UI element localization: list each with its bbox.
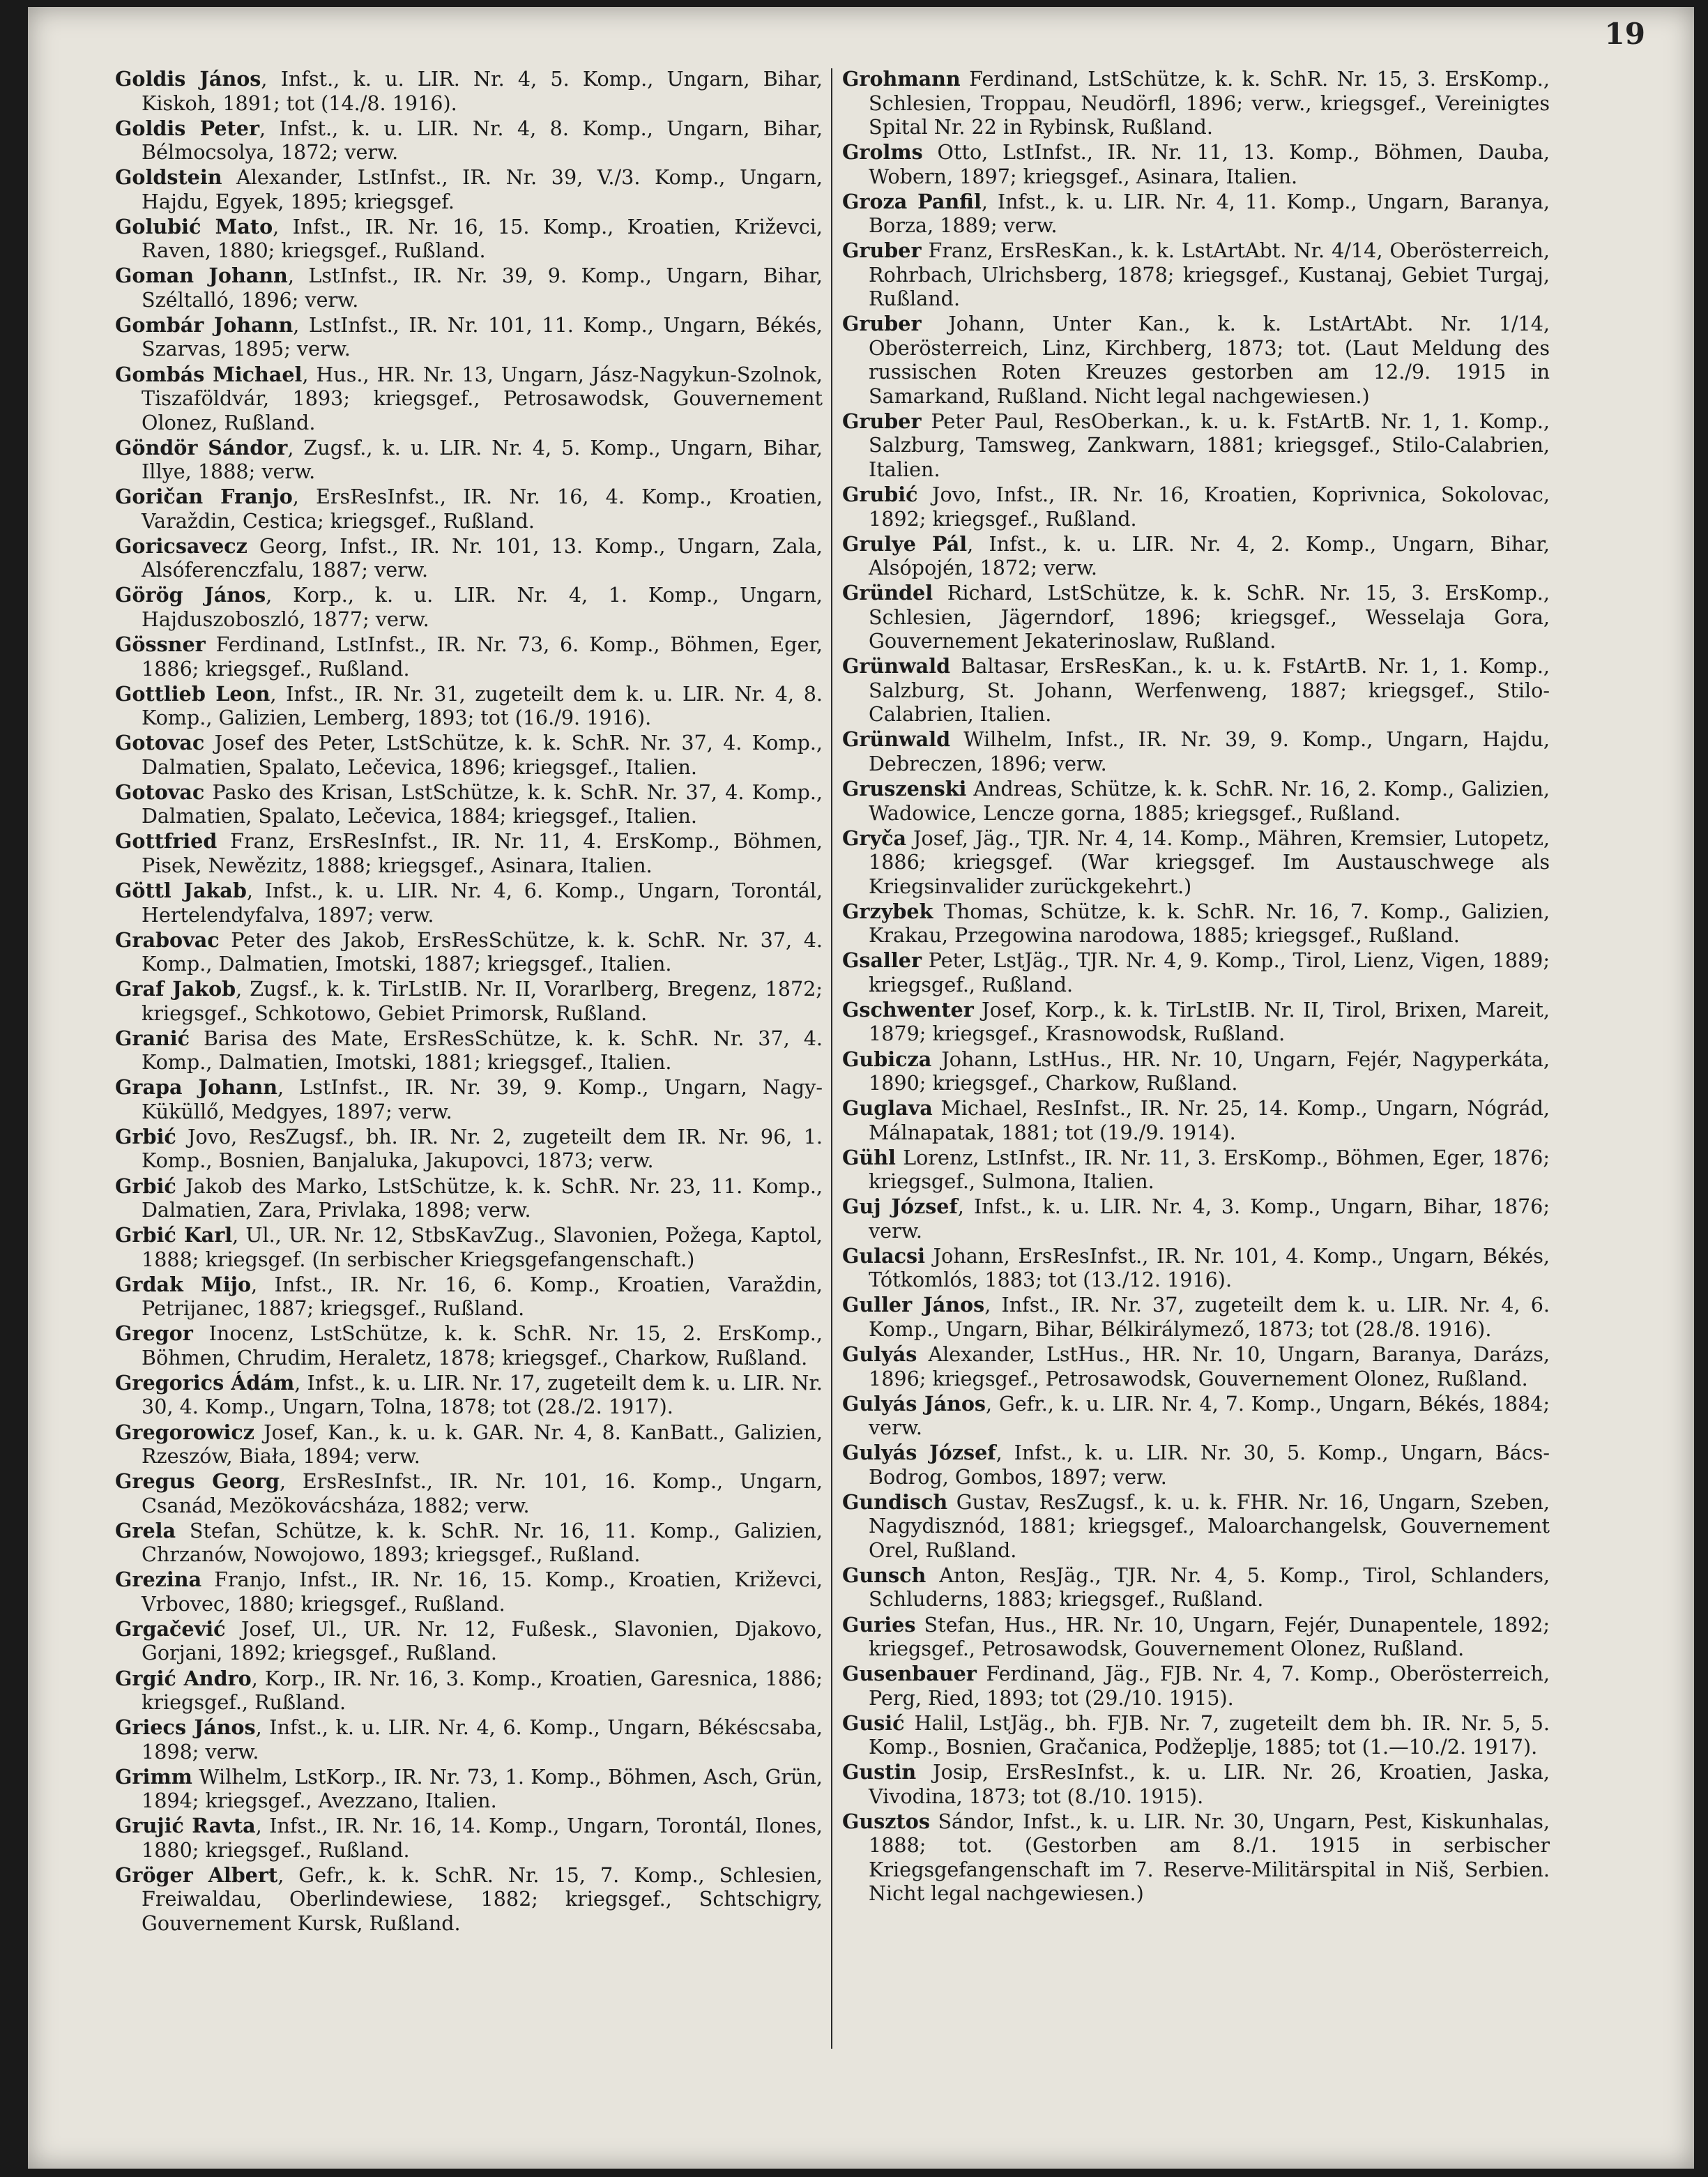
entry-details: , Gefr., k. k. SchR. Nr. 15, 7. Komp., Schlesien, Freiwaldau, Oberlindewiese, 1882; kriegsgef., Schtschigry, Gouvernement Kursk, Rußland. [142,1863,823,1935]
register-entry [842,777,1550,825]
entry-surname: Grolms [842,140,923,165]
entry-details: , Infst., k. u. LIR. Nr. 4, 6. Komp., Ungarn, Torontál, Hertelendyfalva, 1897; verw. [142,879,823,927]
entry-surname: Gregorics Ádám [115,1370,295,1395]
entry-surname: Göndör Sándor [115,435,288,460]
register-entry [115,1174,823,1222]
entry-details: , Infst., k. u. LIR. Nr. 4, 2. Komp., Ungarn, Bihar, Alsópojén, 1872; verw. [869,531,1550,580]
register-entry [115,1075,823,1123]
register-entry [115,928,823,976]
entry-details: Josef, Ul., UR. Nr. 12, Fußesk., Slavonien, Djakovo, Gorjani, 1892; kriegsgef., Rußland. [142,1616,823,1665]
register-entry [115,1568,823,1616]
entry-surname: Gruszenski [842,777,967,801]
entry-surname: Gunsch [842,1563,927,1587]
register-entry [115,682,823,730]
entry-details: Johann, ErsResInfst., IR. Nr. 101, 4. Komp., Ungarn, Békés, Tótkomlós, 1883; tot (13./12. 1916). [869,1243,1550,1292]
entry-details: Josef, Jäg., TJR. Nr. 4, 14. Komp., Mähren, Kremsier, Lutopetz, 1886; kriegsgef. (War kriegsgef. Im Austauschwege als Kriegsinvalider zurückgekehrt.) [869,826,1550,898]
entry-surname: Goman Johann [115,264,288,288]
entry-details: Johann, Unter Kan., k. k. LstArtAbt. Nr. 1/14, Oberösterreich, Linz, Kirchberg, 1873; tot. (Laut Meldung des russischen Roten Kreuzes gestorben am 12./9. 1915 in Samarkand, Rußland. Nicht legal nachgewiesen.) [869,312,1550,408]
entry-details: Thomas, Schütze, k. k. SchR. Nr. 16, 7. Komp., Galizien, Krakau, Przegowina narodowa, 1885; kriegsgef., Rußland. [869,899,1550,948]
entry-details: , Zugsf., k. u. LIR. Nr. 4, 5. Komp., Ungarn, Bihar, Illye, 1888; verw. [142,435,823,484]
entry-surname: Gössner [115,632,206,657]
register-entry [115,1321,823,1370]
register-entry [842,1342,1550,1390]
register-entry [842,190,1550,238]
entry-details: Andreas, Schütze, k. k. SchR. Nr. 16, 2. Komp., Galizien, Wadowice, Lencze gorna, 1885; kriegsgef., Rußland. [869,777,1550,825]
register-entry [842,1146,1550,1194]
entry-surname: Grubić [842,483,918,507]
entry-details: Franz, ErsResInfst., IR. Nr. 11, 4. ErsKomp., Böhmen, Pisek, Newězitz, 1888; kriegsgef., Asinara, Italien. [142,829,823,877]
entry-details: , LstInfst., IR. Nr. 39, 9. Komp., Ungarn, Bihar, Széltalló, 1896; verw. [142,264,823,312]
entry-surname: Gombár Johann [115,312,293,337]
entry-details: Stefan, Schütze, k. k. SchR. Nr. 16, 11. Komp., Galizien, Chrzanów, Nowojowo, 1893; kriegsgef., Rußland. [142,1518,823,1567]
entry-details: Alexander, LstInfst., IR. Nr. 39, V./3. Komp., Ungarn, Hajdu, Egyek, 1895; kriegsgef. [142,165,823,213]
register-entry [115,1371,823,1419]
entry-details: , Infst., IR. Nr. 16, 6. Komp., Kroatien, Varaždin, Petrijanec, 1887; kriegsgef., Rußland. [142,1272,823,1321]
entry-surname: Gundisch [842,1489,948,1514]
register-entry [842,67,1550,139]
entry-details: , Infst., k. u. LIR. Nr. 4, 3. Komp., Ungarn, Bihar, 1876; verw. [869,1194,1550,1243]
register-entry [115,363,823,435]
entry-surname: Grapa Johann [115,1075,278,1100]
entry-surname: Gühl [842,1145,896,1169]
register-entry [115,436,823,484]
entry-details: , Hus., HR. Nr. 13, Ungarn, Jász-Nagykun-Szolnok, Tiszaföldvár, 1893; kriegsgef., Petrosawodsk, Gouvernement Olonez, Rußland. [142,362,823,434]
entry-surname: Gregus Georg [115,1469,280,1494]
entry-surname: Guj József [842,1194,958,1219]
entry-details: , LstInfst., IR. Nr. 101, 11. Komp., Ungarn, Békés, Szarvas, 1895; verw. [142,312,823,361]
page-number: 19 [1604,17,1645,51]
entry-details: Josef des Peter, LstSchütze, k. k. SchR. Nr. 37, 4. Komp., Dalmatien, Spalato, Lečevica, 1896; kriegsgef., Italien. [142,731,823,779]
entry-details: Pasko des Krisan, LstSchütze, k. k. SchR. Nr. 37, 4. Komp., Dalmatien, Spalato, Lečevica, 1884; kriegsgef., Italien. [142,780,823,828]
register-entry [115,731,823,779]
register-entry [842,948,1550,996]
entry-surname: Grdak Mijo [115,1272,252,1296]
register-entry [115,215,823,263]
book-page [28,7,1694,2169]
register-entry [115,977,823,1025]
register-entry [115,1273,823,1321]
entry-details: Michael, ResInfst., IR. Nr. 25, 14. Komp., Ungarn, Nógrád, Málnapatak, 1881; tot (19./9. 1914). [869,1096,1550,1144]
register-entry [842,581,1550,653]
entry-surname: Grohmann [842,67,961,91]
register-entry [115,583,823,631]
register-entry [842,1711,1550,1759]
entry-surname: Grünwald [842,727,951,752]
left-column [115,67,823,2124]
entry-surname: Gregorowicz [115,1420,255,1444]
entry-surname: Gsaller [842,948,922,973]
entry-details: , Korp., k. u. LIR. Nr. 4, 1. Komp., Ungarn, Hajduszoboszló, 1877; verw. [142,583,823,631]
register-entry [115,1469,823,1517]
register-entry [842,1613,1550,1661]
entry-details: Franz, ErsResKan., k. k. LstArtAbt. Nr. 4/14, Oberösterreich, Rohrbach, Ulrichsberg, 1878; kriegsgef., Kustanaj, Gebiet Turgaj, Rußland. [869,238,1550,311]
register-entry [115,1765,823,1813]
entry-details: Josef, Kan., k. u. k. GAR. Nr. 4, 8. KanBatt., Galizien, Rzeszów, Biała, 1894; verw. [142,1420,823,1469]
register-entry [842,1563,1550,1611]
register-entry [842,1096,1550,1144]
entry-surname: Görög János [115,583,266,607]
entry-details: Inocenz, LstSchütze, k. k. SchR. Nr. 15, 2. ErsKomp., Böhmen, Chrudim, Heraletz, 1878; kriegsgef., Charkow, Rußland. [142,1321,823,1370]
entry-surname: Gotovac [115,780,205,804]
entry-details: , Infst., IR. Nr. 37, zugeteilt dem k. u. LIR. Nr. 4, 6. Komp., Ungarn, Bihar, Bélkirálymező, 1873; tot (28./8. 1916). [869,1293,1550,1341]
entry-surname: Gründel [842,581,933,605]
register-entry [842,409,1550,482]
entry-surname: Grulye Pál [842,531,968,556]
register-entry [842,1392,1550,1440]
entry-details: Josip, ErsResInfst., k. u. LIR. Nr. 26, Kroatien, Jaska, Vivodina, 1873; tot (8./10. 1915). [869,1760,1550,1808]
register-entry [115,1863,823,1936]
entry-details: Richard, LstSchütze, k. k. SchR. Nr. 15, 3. ErsKomp., Schlesien, Jägerndorf, 1896; kriegsgef., Wesselaja Gora, Gouvernement Jekaterinoslaw, Rußland. [869,581,1550,653]
entry-surname: Gusztos [842,1809,930,1833]
register-entry [115,1223,823,1271]
register-entry [115,1519,823,1567]
entry-details: , Korp., IR. Nr. 16, 3. Komp., Kroatien, Garesnica, 1886; kriegsgef., Rußland. [142,1666,823,1714]
entry-details: Baltasar, ErsResKan., k. u. k. FstArtB. Nr. 1, 1. Komp., Salzburg, St. Johann, Werfenweng, 1887; kriegsgef., Stilo-Calabrien, Italien. [869,654,1550,727]
register-entry [115,534,823,582]
entry-surname: Guglava [842,1096,933,1121]
register-entry [115,1026,823,1075]
entry-surname: Gusić [842,1710,905,1735]
register-entry [842,532,1550,580]
entry-surname: Goldstein [115,165,222,190]
register-entry [115,313,823,361]
entry-details: , LstInfst., IR. Nr. 39, 9. Komp., Ungarn, Nagy-Küküllő, Medgyes, 1897; verw. [142,1075,823,1123]
register-entry [842,238,1550,311]
entry-details: Sándor, Infst., k. u. LIR. Nr. 30, Ungarn, Pest, Kiskunhalas, 1888; tot. (Gestorben am 8./1. 1915 in serbischer Kriegsgefangenschaft im 7. Reserve-Militärspital in Niš, Serbien. Nicht legal nachgewiesen.) [869,1809,1550,1906]
entry-surname: Groza Panfil [842,189,982,213]
entry-details: , Infst., IR. Nr. 31, zugeteilt dem k. u. LIR. Nr. 4, 8. Komp., Galizien, Lemberg, 1893; tot (16./9. 1916). [142,681,823,730]
register-entry [115,829,823,877]
entry-surname: Goricsavecz [115,533,247,558]
entry-details: , Gefr., k. u. LIR. Nr. 4, 7. Komp., Ungarn, Békés, 1884; verw. [869,1391,1550,1440]
register-entry [115,780,823,828]
entry-details: Anton, ResJäg., TJR. Nr. 4, 5. Komp., Tirol, Schlanders, Schluderns, 1883; kriegsgef., Rußland. [869,1563,1550,1611]
entry-surname: Goldis János [115,67,261,91]
entry-details: Stefan, Hus., HR. Nr. 10, Ungarn, Fejér, Dunapentele, 1892; kriegsgef., Petrosawodsk, Gouvernement Olonez, Rußland. [869,1612,1550,1661]
entry-surname: Goldis Peter [115,116,260,140]
entry-details: Jovo, Infst., IR. Nr. 16, Kroatien, Koprivnica, Sokolovac, 1892; kriegsgef., Rußland. [869,483,1550,531]
entry-surname: Gombás Michael [115,362,303,386]
entry-details: Johann, LstHus., HR. Nr. 10, Ungarn, Fejér, Nagyperkáta, 1890; kriegsgef., Charkow, Rußland. [869,1047,1550,1095]
entry-details: Ferdinand, LstSchütze, k. k. SchR. Nr. 15, 3. ErsKomp., Schlesien, Troppau, Neudörfl, 1896; verw., kriegsgef., Vereinigtes Spital Nr. 22 in Rybinsk, Rußland. [869,67,1550,139]
entry-surname: Grzybek [842,899,933,923]
entry-surname: Gröger Albert [115,1863,278,1887]
entry-surname: Griecs János [115,1715,256,1740]
entry-details: Peter des Jakob, ErsResSchütze, k. k. SchR. Nr. 37, 4. Komp., Dalmatien, Imotski, 1887; kriegsgef., Italien. [142,927,823,976]
entry-surname: Golubić Mato [115,214,273,238]
right-column [842,67,1550,2124]
entry-details: Peter, LstJäg., TJR. Nr. 4, 9. Komp., Tirol, Lienz, Vigen, 1889; kriegsgef., Rußland. [869,948,1550,996]
entry-surname: Gulyás József [842,1441,996,1465]
entry-surname: Gregor [115,1321,193,1346]
register-entry [842,1244,1550,1292]
register-entry [842,1810,1550,1906]
entry-surname: Gubicza [842,1047,932,1071]
entry-surname: Gustin [842,1760,917,1784]
entry-surname: Grbić [115,1124,176,1148]
entry-surname: Gulyás [842,1342,917,1367]
register-entry [115,879,823,927]
entry-details: Ferdinand, LstInfst., IR. Nr. 73, 6. Komp., Böhmen, Eger, 1886; kriegsgef., Rußland. [142,632,823,681]
register-entry [842,1490,1550,1563]
entry-details: Gustav, ResZugsf., k. u. k. FHR. Nr. 16, Ungarn, Szeben, Nagydisznód, 1881; kriegsgef., Maloarchangelsk, Gouvernement Orel, Rußland. [869,1489,1550,1562]
entry-surname: Gottlieb Leon [115,681,270,706]
register-entry [115,1814,823,1862]
entry-surname: Gusenbauer [842,1662,977,1686]
entry-details: , Infst., IR. Nr. 16, 15. Komp., Kroatien, Križevci, Raven, 1880; kriegsgef., Rußland. [142,214,823,263]
entry-details: Wilhelm, Infst., IR. Nr. 39, 9. Komp., Ungarn, Hajdu, Debreczen, 1896; verw. [869,727,1550,775]
register-entry [842,900,1550,948]
entry-details: , ErsResInfst., IR. Nr. 16, 4. Komp., Kroatien, Varaždin, Cestica; kriegsgef., Rußland. [142,485,823,533]
register-entry [115,1125,823,1173]
entry-details: , Infst., IR. Nr. 16, 14. Komp., Ungarn, Torontál, Ilones, 1880; kriegsgef., Rußland. [142,1814,823,1862]
entry-surname: Gruber [842,312,922,336]
entry-details: Josef, Korp., k. k. TirLstIB. Nr. II, Tirol, Brixen, Mareit, 1879; kriegsgef., Krasnowodsk, Rußland. [869,997,1550,1046]
entry-details: Otto, LstInfst., IR. Nr. 11, 13. Komp., Böhmen, Dauba, Wobern, 1897; kriegsgef., Asinara, Italien. [869,140,1550,188]
register-entry [115,485,823,533]
entry-surname: Grezina [115,1568,202,1592]
register-entry [842,140,1550,188]
entry-surname: Gruber [842,238,922,263]
entry-details: , ErsResInfst., IR. Nr. 101, 16. Komp., Ungarn, Csanád, Mezökovácsháza, 1882; verw. [142,1469,823,1517]
entry-surname: Gulacsi [842,1243,925,1268]
register-entry [115,67,823,115]
entry-details: , Infst., k. u. LIR. Nr. 4, 11. Komp., Ungarn, Baranya, Borza, 1889; verw. [869,189,1550,238]
entry-details: , Infst., k. u. LIR. Nr. 4, 8. Komp., Ungarn, Bihar, Bélmocsolya, 1872; verw. [142,116,823,165]
entry-details: Halil, LstJäg., bh. FJB. Nr. 7, zugeteilt dem bh. IR. Nr. 5, 5. Komp., Bosnien, Gračanica, Podžeplje, 1885; tot (1.—10./2. 1917). [869,1710,1550,1759]
register-entry [842,1194,1550,1243]
entry-surname: Gotovac [115,731,205,755]
entry-details: Peter Paul, ResOberkan., k. u. k. FstArtB. Nr. 1, 1. Komp., Salzburg, Tamsweg, Zankwarn, 1881; kriegsgef., Stilo-Calabrien, Italien. [869,409,1550,481]
entry-details: Franjo, Infst., IR. Nr. 16, 15. Komp., Kroatien, Križevci, Vrbovec, 1880; kriegsgef., Rußland. [142,1568,823,1616]
entry-surname: Gottfried [115,829,218,854]
entry-details: Jakob des Marko, LstSchütze, k. k. SchR. Nr. 23, 11. Komp., Dalmatien, Zara, Privlaka, 1898; verw. [142,1174,823,1222]
register-entry [842,1760,1550,1808]
entry-details: Ferdinand, Jäg., FJB. Nr. 4, 7. Komp., Oberösterreich, Perg, Ried, 1893; tot (29./10. 1915). [869,1662,1550,1710]
entry-surname: Grbić Karl [115,1223,233,1247]
entry-surname: Grabovac [115,927,220,952]
register-entry [842,312,1550,408]
entry-surname: Göttl Jakab [115,879,247,902]
register-entry [842,826,1550,899]
entry-details: Lorenz, LstInfst., IR. Nr. 11, 3. ErsKomp., Böhmen, Eger, 1876; kriegsgef., Sulmona, Italien. [869,1145,1550,1194]
entry-surname: Grgačević [115,1616,226,1641]
register-entry [115,1420,823,1469]
entry-details: , Zugsf., k. k. TirLstIB. Nr. II, Vorarlberg, Bregenz, 1872; kriegsgef., Schkotowo, Gebiet Primorsk, Rußland. [142,977,823,1025]
register-entry [115,165,823,213]
register-entry [842,1662,1550,1710]
register-entry [842,727,1550,775]
register-entry [842,1047,1550,1095]
register-entry [115,1715,823,1763]
entry-surname: Grünwald [842,654,951,678]
entry-details: Jovo, ResZugsf., bh. IR. Nr. 2, zugeteilt dem IR. Nr. 96, 1. Komp., Bosnien, Banjaluka, Jakupovci, 1873; verw. [142,1124,823,1173]
entry-surname: Granić [115,1026,190,1050]
entry-surname: Gschwenter [842,997,974,1022]
entry-surname: Guries [842,1612,916,1637]
entry-surname: Grujić Ravta [115,1814,256,1838]
register-entry [115,116,823,165]
register-entry [842,998,1550,1046]
entry-surname: Grbić [115,1174,176,1198]
entry-surname: Gulyás János [842,1391,986,1416]
entry-surname: Graf Jakob [115,977,236,1001]
register-entry [115,264,823,312]
entry-surname: Grgić Andro [115,1666,252,1690]
entry-surname: Grimm [115,1764,192,1789]
entry-surname: Grela [115,1518,176,1542]
entry-details: , Infst., k. u. LIR. Nr. 17, zugeteilt dem k. u. LIR. Nr. 30, 4. Komp., Ungarn, Tolna, 1878; tot (28./2. 1917). [142,1370,823,1419]
register-entry [115,632,823,681]
entry-surname: Gryča [842,826,907,850]
entry-details: , Infst., k. u. LIR. Nr. 4, 5. Komp., Ungarn, Bihar, Kiskoh, 1891; tot (14./8. 1916). [142,67,823,115]
entry-surname: Guller János [842,1293,985,1317]
entry-details: Georg, Infst., IR. Nr. 101, 13. Komp., Ungarn, Zala, Alsóferenczfalu, 1887; verw. [142,533,823,582]
register-entry [842,1293,1550,1341]
entry-surname: Gruber [842,409,922,433]
entry-details: Wilhelm, LstKorp., IR. Nr. 73, 1. Komp., Böhmen, Asch, Grün, 1894; kriegsgef., Avezzano, Italien. [142,1764,823,1813]
entry-details: , Ul., UR. Nr. 12, StbsKavZug., Slavonien, Požega, Kaptol, 1888; kriegsgef. (In serbischer Kriegsgefangenschaft.) [142,1223,823,1271]
entry-surname: Goričan Franjo [115,485,293,509]
register-entry [842,1441,1550,1489]
register-entry [115,1617,823,1665]
entry-details: , Infst., k. u. LIR. Nr. 30, 5. Komp., Ungarn, Bács-Bodrog, Gombos, 1897; verw. [869,1441,1550,1489]
column-divider [831,68,832,2049]
entry-details: Barisa des Mate, ErsResSchütze, k. k. SchR. Nr. 37, 4. Komp., Dalmatien, Imotski, 1881; kriegsgef., Italien. [142,1026,823,1075]
register-entry [115,1667,823,1715]
register-entry [842,483,1550,531]
entry-details: , Infst., k. u. LIR. Nr. 4, 6. Komp., Ungarn, Békéscsaba, 1898; verw. [142,1715,823,1763]
register-entry [842,654,1550,727]
entry-details: Alexander, LstHus., HR. Nr. 10, Ungarn, Baranya, Darázs, 1896; kriegsgef., Petrosawodsk, Gouvernement Olonez, Rußland. [869,1342,1550,1390]
